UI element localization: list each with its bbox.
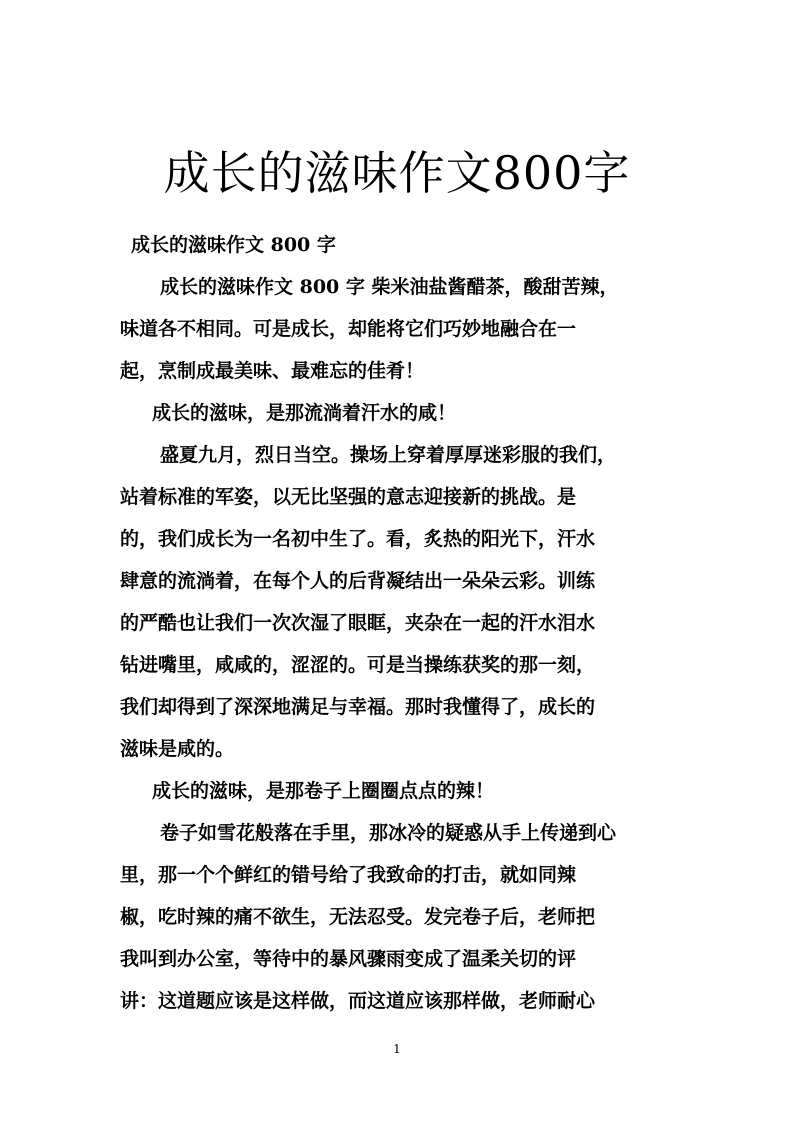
paragraph-line: 我们却得到了深深地满足与幸福。那时我懂得了，成长的 xyxy=(120,696,596,718)
paragraph-line: 椒，吃时辣的痛不欲生，无法忍受。发完卷子后，老师把 xyxy=(120,906,596,928)
paragraph-line: 成长的滋味，是那流淌着汗水的咸！ xyxy=(152,402,457,424)
paragraph-line: 讲：这道题应该是这样做，而这道应该那样做，老师耐心 xyxy=(120,990,596,1012)
page-number: 1 xyxy=(393,1042,401,1056)
paragraph-line: 站着标准的军姿，以无比坚强的意志迎接新的挑战。是 xyxy=(120,486,577,508)
paragraph-line: 钻进嘴里，咸咸的，涩涩的。可是当操练获奖的那一刻， xyxy=(120,654,596,676)
paragraph-line: 的严酷也让我们一次次湿了眼眶，夹杂在一起的汗水泪水 xyxy=(120,612,596,634)
paragraph-line: 里，那一个个鲜红的错号给了我致命的打击，就如同辣 xyxy=(120,864,577,886)
paragraph-line: 盛夏九月，烈日当空。操场上穿着厚厚迷彩服的我们， xyxy=(160,444,617,466)
paragraph-line: 成长的滋味作文 800 字 柴米油盐酱醋茶，酸甜苦辣， xyxy=(160,276,619,298)
paragraph-line: 滋味是咸的。 xyxy=(120,738,235,760)
paragraph-line: 味道各不相同。可是成长，却能将它们巧妙地融合在一 xyxy=(120,318,577,340)
subtitle-line: 成长的滋味作文 800 字 xyxy=(131,234,336,256)
paragraph-line: 起，烹制成最美味、最难忘的佳肴！ xyxy=(120,360,425,382)
document-title: 成长的滋味作文800字 xyxy=(163,146,631,200)
paragraph-line: 成长的滋味，是那卷子上圈圈点点的辣！ xyxy=(152,780,495,802)
paragraph-line: 卷子如雪花般落在手里，那冰冷的疑惑从手上传递到心 xyxy=(160,822,617,844)
paragraph-line: 的，我们成长为一名初中生了。看，炙热的阳光下，汗水 xyxy=(120,528,596,550)
paragraph-line: 肆意的流淌着，在每个人的后背凝结出一朵朵云彩。训练 xyxy=(120,570,596,592)
paragraph-line: 我叫到办公室，等待中的暴风骤雨变成了温柔关切的评 xyxy=(120,948,577,970)
